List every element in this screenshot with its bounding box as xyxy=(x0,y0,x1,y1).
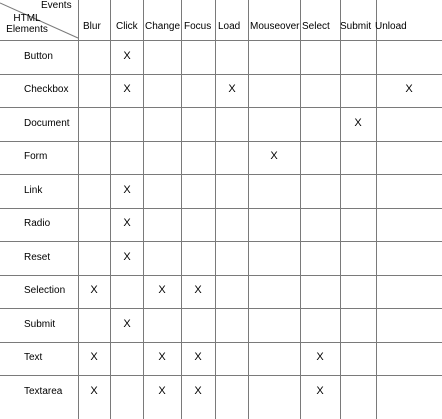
row-divider xyxy=(0,74,442,75)
row-header-checkbox: Checkbox xyxy=(24,84,69,95)
column-divider xyxy=(110,0,111,419)
row-header-radio: Radio xyxy=(24,218,51,229)
row-header-button: Button xyxy=(24,51,53,62)
event-mark: X xyxy=(123,217,131,229)
event-mark: X xyxy=(90,351,98,363)
events-corner-label: Events xyxy=(41,0,72,11)
row-header-textarea: Textarea xyxy=(24,386,63,397)
event-mark: X xyxy=(123,251,131,263)
column-header-blur: Blur xyxy=(83,21,101,32)
row-divider xyxy=(0,174,442,175)
column-header-submit: Submit xyxy=(340,21,372,32)
column-header-focus: Focus xyxy=(184,21,212,32)
event-mark: X xyxy=(354,117,362,129)
event-mark: X xyxy=(194,385,202,397)
event-mark: X xyxy=(228,83,236,95)
column-header-mouseover: Mouseover xyxy=(250,21,300,32)
event-mark: X xyxy=(90,284,98,296)
row-divider xyxy=(0,275,442,276)
event-mark: X xyxy=(316,385,324,397)
column-divider xyxy=(181,0,182,419)
column-divider xyxy=(300,0,301,419)
event-mark: X xyxy=(316,351,324,363)
event-mark: X xyxy=(194,351,202,363)
row-divider xyxy=(0,40,442,41)
column-divider xyxy=(78,0,79,419)
column-divider xyxy=(248,0,249,419)
elements-corner-line1: HTML xyxy=(13,13,41,24)
column-divider xyxy=(143,0,144,419)
row-divider xyxy=(0,107,442,108)
row-header-form: Form xyxy=(24,151,48,162)
event-mark: X xyxy=(270,150,278,162)
event-mark: X xyxy=(158,351,166,363)
column-header-click: Click xyxy=(116,21,138,32)
column-divider xyxy=(215,0,216,419)
row-header-text: Text xyxy=(24,352,43,363)
row-header-submit: Submit xyxy=(24,319,56,330)
event-mark: X xyxy=(158,385,166,397)
column-divider xyxy=(376,0,377,419)
row-header-reset: Reset xyxy=(24,252,51,263)
row-divider xyxy=(0,342,442,343)
event-mark: X xyxy=(123,83,131,95)
elements-corner-line2: Elements xyxy=(6,24,48,35)
row-header-selection: Selection xyxy=(24,285,66,296)
row-divider xyxy=(0,375,442,376)
column-header-select: Select xyxy=(302,21,330,32)
event-mark: X xyxy=(158,284,166,296)
column-divider xyxy=(340,0,341,419)
event-mark: X xyxy=(405,83,413,95)
event-mark: X xyxy=(123,50,131,62)
event-mark: X xyxy=(123,318,131,330)
row-header-document: Document xyxy=(24,118,70,129)
row-divider xyxy=(0,241,442,242)
event-mark: X xyxy=(90,385,98,397)
row-divider xyxy=(0,141,442,142)
elements-corner-label xyxy=(2,13,52,35)
column-header-unload: Unload xyxy=(375,21,407,32)
event-mark: X xyxy=(194,284,202,296)
event-mark: X xyxy=(123,184,131,196)
row-divider xyxy=(0,308,442,309)
row-divider xyxy=(0,208,442,209)
column-header-load: Load xyxy=(218,21,241,32)
row-header-link: Link xyxy=(24,185,43,196)
column-header-change: Change xyxy=(145,21,181,32)
